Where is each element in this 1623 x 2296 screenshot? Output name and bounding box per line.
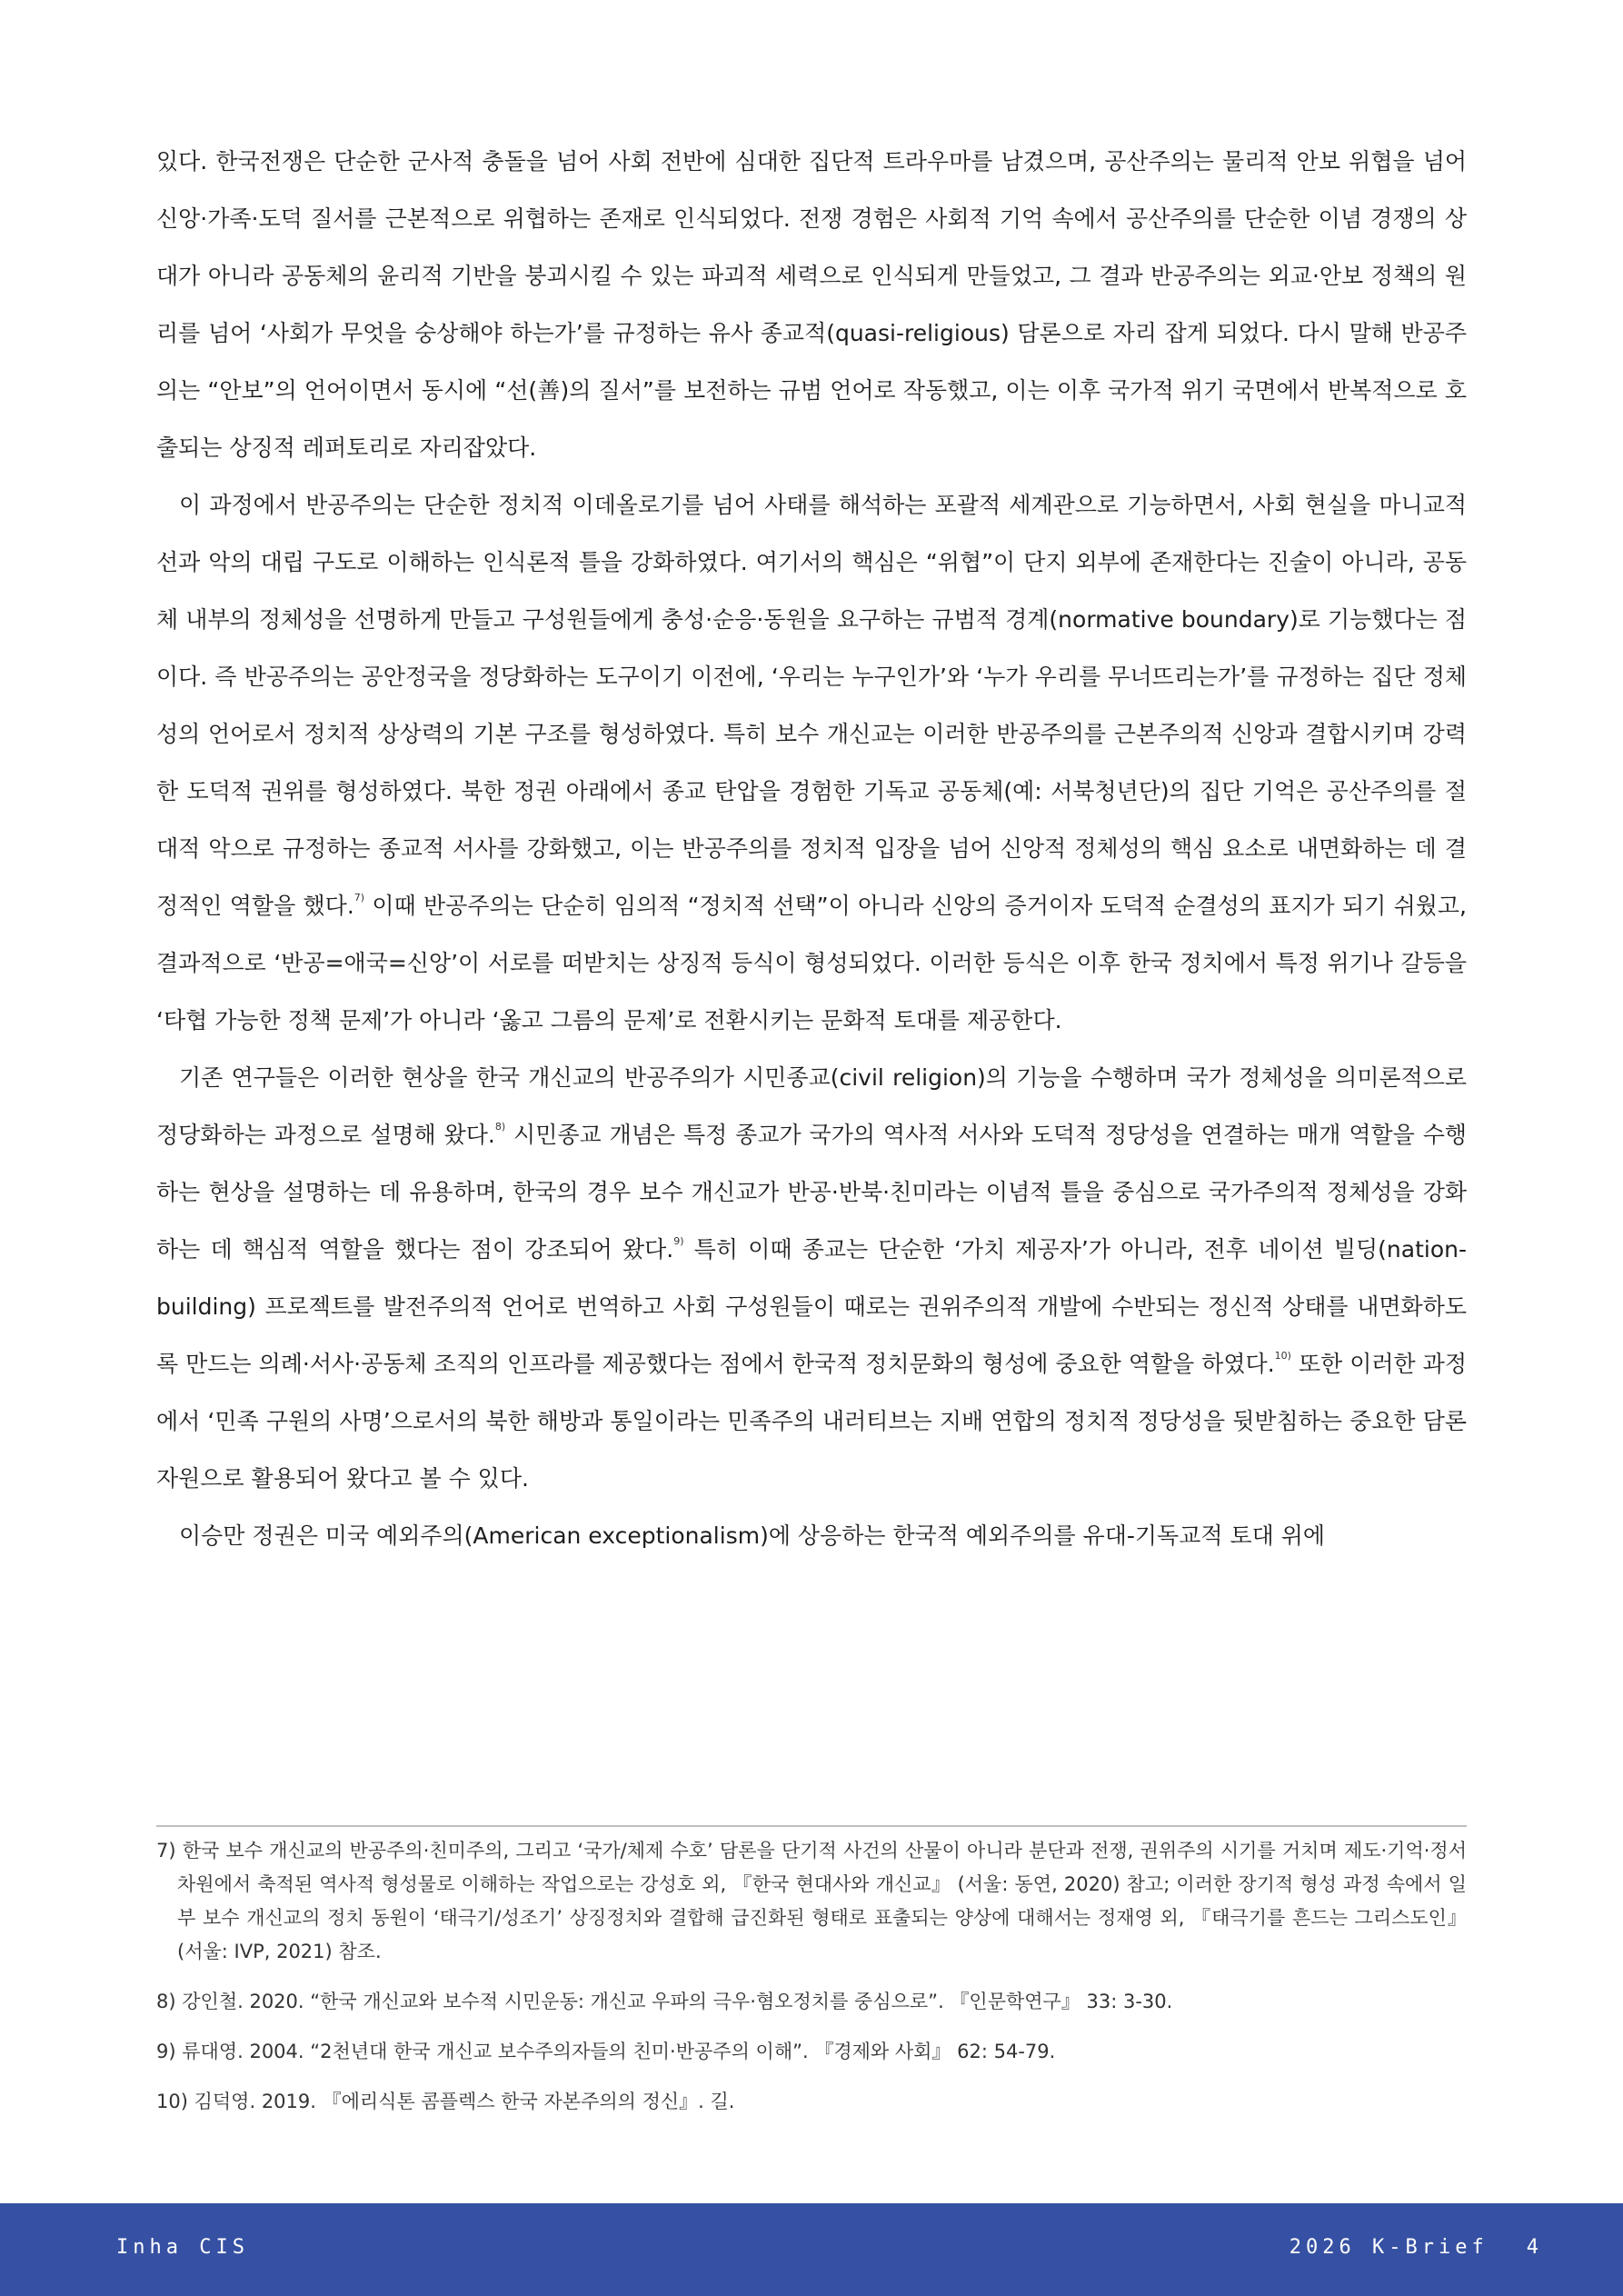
paragraph-1-text: 있다. 한국전쟁은 단순한 군사적 충돌을 넘어 사회 전반에 심대한 집단적 트라우마를 남겼으며, 공산주의는 물리적 안보 위협을 넘어 신앙·가족·도덕 질서를 근본적으로 위협하는 존재로 인식되었다. 전쟁 경험은 사회적 기억 속에서 공산주의를 단순한 이념 경쟁의 상대가 아니라 공동체의 윤리적 기반을 붕괴시킬 수 있는 파괴적 세력으로 인식되게 만들었고, 그 결과 반공주의는 외교·안보 정책의 원리를 넘어 ‘사회가 무엇을 숭상해야 하는가’를 규정하는 유사 종교적(quasi-religious) 담론으로 자리 잡게 되었다. 다시 말해 반공주의는 “안보”의 언어이면서 동시에 “선(善)의 질서”를 보전하는 규범 언어로 작동했고, 이는 이후 국가적 위기 국면에서 반복적으로 호출되는 상징적 레퍼토리로 자리잡았다. [156,148,1467,461]
footer-brief-title: 2026 K-Brief [1289,2236,1489,2259]
footnote-ref-10[interactable]: 10) [1274,1350,1291,1362]
footnote-number: 7) [156,1840,176,1862]
footer-bar [0,2203,1623,2296]
footnote-number: 10) [156,2091,188,2112]
paragraph-3 [156,1049,1467,1507]
footnote-number: 8) [156,1991,176,2012]
footnote-text: 류대영. 2004. “2천년대 한국 개신교 보수주의자들의 친미·반공주의 이해”. 『경제와 사회』 62: 54-79. [182,2041,1056,2062]
page-number: 4 [1526,2236,1543,2259]
paragraph-2-text-a: 이 과정에서 반공주의는 단순한 정치적 이데올로기를 넘어 사태를 해석하는 포괄적 세계관으로 기능하면서, 사회 현실을 마니교적 선과 악의 대립 구도로 이해하는 인식론적 틀을 강화하였다. 여기서의 핵심은 “위협”이 단지 외부에 존재한다는 진술이 아니라, 공동체 내부의 정체성을 선명하게 만들고 구성원들에게 충성·순응·동원을 요구하는 규범적 경계(normative boundary)로 기능했다는 점이다. 즉 반공주의는 공안정국을 정당화하는 도구이기 이전에, ‘우리는 누구인가’와 ‘누가 우리를 무너뜨리는가’를 규정하는 집단 정체성의 언어로서 정치적 상상력의 기본 구조를 형성하였다. 특히 보수 개신교는 이러한 반공주의를 근본주의적 신앙과 결합시키며 강력한 도덕적 권위를 형성하였다. 북한 정권 아래에서 종교 탄압을 경험한 기독교 공동체(예: 서북청년단)의 집단 기억은 공산주의를 절대적 악으로 규정하는 종교적 서사를 강화했고, 이는 반공주의를 정치적 입장을 넘어 신앙적 정체성의 핵심 요소로 내면화하는 데 결정적인 역할을 했다. [156,492,1467,919]
footnote-ref-7[interactable]: 7) [353,892,365,903]
footnote-text: 김덕영. 2019. 『에리식톤 콤플렉스 한국 자본주의의 정신』. 길. [194,2091,735,2112]
paragraph-3-text-a: 기존 연구들은 이러한 현상을 한국 개신교의 반공주의가 시민종교(civil religion)의 기능을 수행하며 국가 정체성을 의미론적으로 정당화하는 과정으로 설명해 왔다. [156,1064,1467,1148]
footnote-divider [156,1825,1467,1827]
paragraph-4-text: 이승만 정권은 미국 예외주의(American exceptionalism)에 상응하는 한국적 예외주의를 유대-기독교적 토대 위에 [179,1522,1325,1549]
body-text [156,133,1467,1564]
footnote-ref-8[interactable]: 8) [494,1121,506,1133]
paragraph-1 [156,133,1467,476]
paragraph-3-text-d: 또한 이러한 과정에서 ‘민족 구원의 사명’으로서의 북한 해방과 통일이라는 민족주의 내러티브는 지배 연합의 정치적 정당성을 뒷받침하는 중요한 담론 자원으로 활용되어 왔다고 볼 수 있다. [156,1351,1467,1492]
footnote-number: 9) [156,2041,176,2062]
paragraph-3-text-b: 시민종교 개념은 특정 종교가 국가의 역사적 서사와 도덕적 정당성을 연결하는 매개 역할을 수행하는 현상을 설명하는 데 유용하며, 한국의 경우 보수 개신교가 반공·반북·친미라는 이념적 틀을 중심으로 국가주의적 정체성을 강화하는 데 핵심적 역할을 했다는 점이 강조되어 왔다. [156,1122,1467,1263]
footer-publisher: Inha CIS [116,2236,249,2259]
paragraph-2 [156,476,1467,1049]
paragraph-3-text-c: 특히 이때 종교는 단순한 ‘가치 제공자’가 아니라, 전후 네이션 빌딩(nation-building) 프로젝트를 발전주의적 언어로 번역하고 사회 구성원들이 때로는 권위주의적 개발에 수반되는 정신적 상태를 내면화하도록 만드는 의례·서사·공동체 조직의 인프라를 제공했다는 점에서 한국적 정치문화의 형성에 중요한 역할을 하였다. [156,1236,1467,1377]
footnote-10 [156,2085,1467,2119]
footnote-9 [156,2035,1467,2069]
footer-series [1289,2236,1543,2259]
paragraph-4 [156,1507,1467,1564]
footnote-text: 강인철. 2020. “한국 개신교와 보수적 시민운동: 개신교 우파의 극우·혐오정치를 중심으로”. 『인문학연구』 33: 3-30. [182,1991,1173,2012]
footnote-ref-9[interactable]: 9) [673,1235,684,1247]
paragraph-2-text-b: 이때 반공주의는 단순히 임의적 “정치적 선택”이 아니라 신앙의 증거이자 도덕적 순결성의 표지가 되기 쉬웠고, 결과적으로 ‘반공=애국=신앙’이 서로를 떠받치는 상징적 등식이 형성되었다. 이러한 등식은 이후 한국 정치에서 특정 위기나 갈등을 ‘타협 가능한 정책 문제’가 아니라 ‘옳고 그름의 문제’로 전환시키는 문화적 토대를 제공한다. [156,893,1468,1033]
footnote-7 [156,1834,1467,1969]
footnotes [156,1834,1467,2135]
footnote-8 [156,1985,1467,2019]
footnote-text: 한국 보수 개신교의 반공주의·친미주의, 그리고 ‘국가/체제 수호’ 담론을 단기적 사건의 산물이 아니라 분단과 전쟁, 권위주의 시기를 거치며 제도·기억·정서 차원에서 축적된 역사적 형성물로 이해하는 작업으로는 강성호 외, 『한국 현대사와 개신교』 (서울: 동연, 2020) 참고; 이러한 장기적 형성 과정 속에서 일부 보수 개신교의 정치 동원이 ‘태극기/성조기’ 상징정치와 결합해 급진화된 형태로 표출되는 양상에 대해서는 정재영 외, 『태극기를 흔드는 그리스도인』 (서울: IVP, 2021) 참조. [177,1840,1467,1962]
